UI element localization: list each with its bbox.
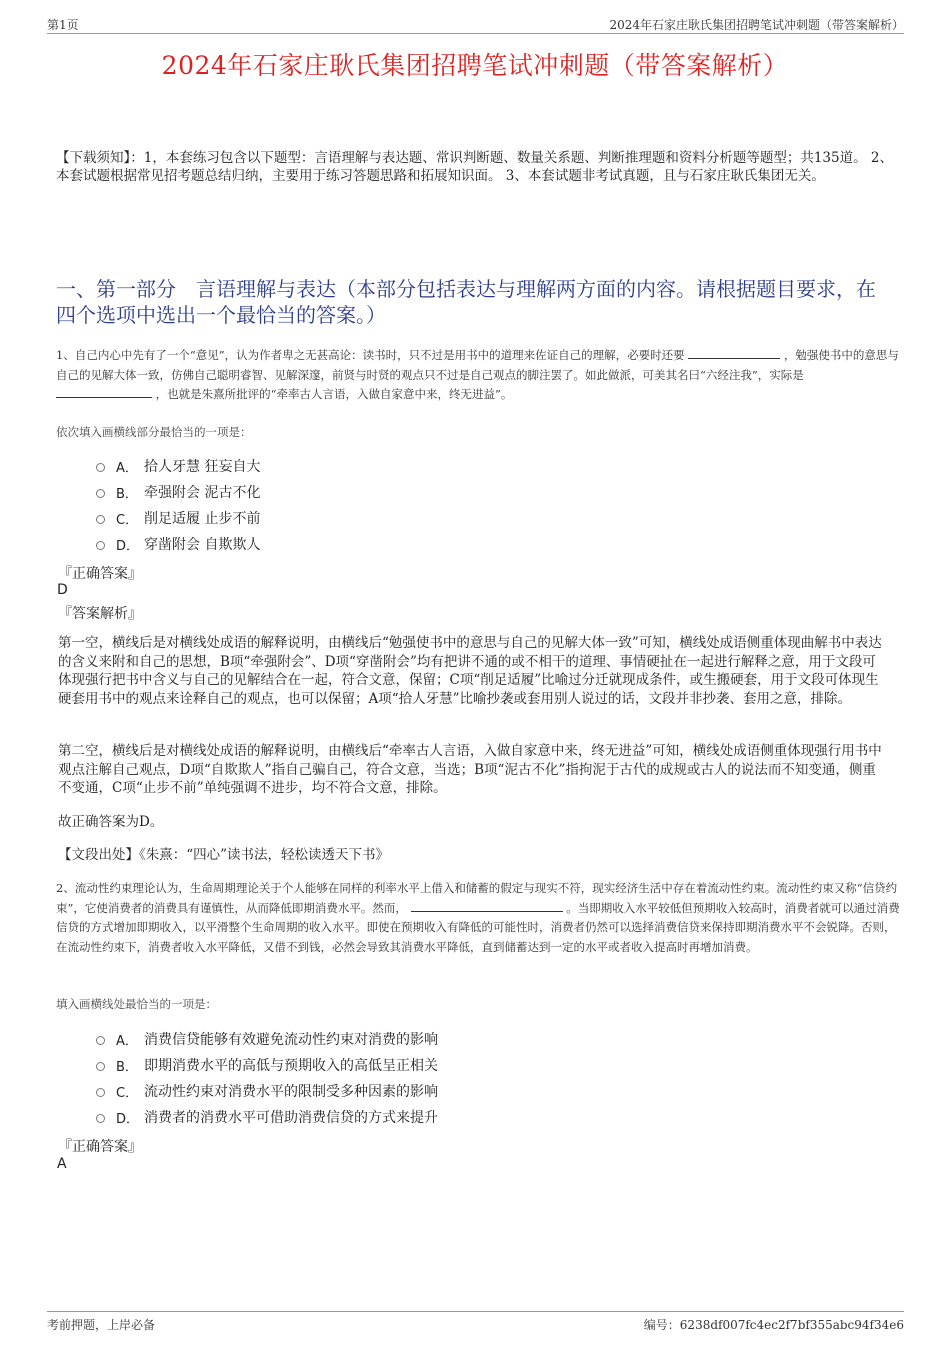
correct-answer: A [57,1156,67,1172]
option-d[interactable]: D． 消费者的消费水平可借助消费信贷的方式来提升 [96,1104,438,1130]
section-title: 一、第一部分 言语理解与表达（本部分包括表达与理解两方面的内容。请根据题目要求，在四个选项中选出一个最恰当的答案。） [56,277,876,327]
option-a[interactable]: A． 拾人牙慧 狂妄自大 [96,453,260,479]
answer-blank-1 [688,347,780,359]
source-citation: 【文段出处】《朱熹：“四心”读书法，轻松读透天下书》 [58,847,390,863]
radio-button[interactable] [96,1114,105,1123]
radio-button[interactable] [96,515,105,524]
page-number: 第1页 [47,18,79,32]
radio-button[interactable] [96,463,105,472]
download-notice: 【下载须知】：1，本套练习包含以下题型：言语理解与表达题、常识判断题、数量关系题、判断推理题和资料分析题等题型；共135道。 2、本套试题根据常见招考题总结归纳，主要用于练习答题思路和拓展知识面。 3、本套试题非考试真题，且与石家庄耿氏集团无关。 [56,150,893,184]
radio-button[interactable] [96,1036,105,1045]
radio-button[interactable] [96,1062,105,1071]
analysis-conclusion: 故正确答案为D。 [58,814,164,830]
question-2-prompt: 填入画横线处最恰当的一项是： [56,997,217,1011]
option-b[interactable]: B． 牵强附会 泥古不化 [96,479,260,505]
question-2-text: 2、流动性约束理论认为，生命周期理论关于个人能够在同样的利率水平上借入和储蓄的假定与现实不符，现实经济生活中存在着流动性约束。流动性约束又称“信贷约束”，它使消费者的消费具有谨慎性，从而降低即期消费水平。然而， 。当即期收入水平较低但预期收入较高时，消费者就可以通过消费信贷的方式增加即期收入，以平滑整个生命周期的收入水平。即使在预期收入有降低的可能性时，消费者仍然可以选择消费信贷来保持即期消费水平不会锐降。否则，在流动性约束下，消费者收入水平降低，又借不到钱，必然会导致其消费水平降低，直到储蓄达到一定的水平或者收入提高时再增加消费。 [56,881,900,954]
option-c[interactable]: C． 流动性约束对消费水平的限制受多种因素的影响 [96,1078,438,1104]
option-d[interactable]: D． 穿凿附会 自欺欺人 [96,531,260,557]
correct-answer-label: 『正确答案』 [58,1139,142,1155]
radio-button[interactable] [96,1088,105,1097]
correct-answer-label: 『正确答案』 [58,566,142,582]
option-b[interactable]: B． 即期消费水平的高低与预期收入的高低呈正相关 [96,1052,438,1078]
document-title: 2024年石家庄耿氏集团招聘笔试冲刺题（带答案解析） [161,51,789,80]
footer-slogan: 考前押题，上岸必备 [47,1318,156,1332]
question-1-options [96,453,260,557]
page-header [47,14,904,34]
option-c[interactable]: C． 削足适履 止步不前 [96,505,260,531]
question-1-text: 1、自己内心中先有了一个“意见”，认为作者卑之无甚高论：读书时，只不过是用书中的道理来佐证自己的理解，必要时还要 ，勉强使书中的意思与自己的见解大体一致，仿佛自己聪明睿智、见解深邃，前贤与时贤的观点只不过是自己观点的脚注罢了。如此做派，可美其名曰“六经注我”，实际是 ，也就是朱熹所批评的“牵率古人言语，入做自家意中来，终无进益”。 [56,348,899,401]
radio-button[interactable] [96,489,105,498]
answer-blank-2 [56,386,152,398]
answer-blank-1 [411,900,563,912]
question-2-options [96,1026,438,1130]
correct-answer: D [57,582,68,598]
analysis-paragraph-1: 第一空，横线后是对横线处成语的解释说明，由横线后“勉强使书中的意思与自己的见解大体一致”可知，横线处成语侧重体现曲解书中表达的含义来附和自己的思想，B项“牵强附会”、D项“穿凿附会”均有把讲不通的或不相干的道理、事情硬扯在一起进行解释之意，用于文段可体现强行把书中含义与自己的见解结合在一起，符合文意，保留；C项“削足适履”比喻过分迁就现成条件，或生搬硬套，用于文段可体现生硬套用书中的观点来诠释自己的观点，也可以保留；A项“拾人牙慧”比喻抄袭或套用别人说过的话，文段并非抄袭、套用之意，排除。 [58,635,882,707]
page-footer [47,1311,904,1333]
radio-button[interactable] [96,541,105,550]
option-a[interactable]: A． 消费信贷能够有效避免流动性约束对消费的影响 [96,1026,438,1052]
header-doc-title: 2024年石家庄耿氏集团招聘笔试冲刺题（带答案解析） [609,18,904,32]
analysis-label: 『答案解析』 [58,606,142,622]
document-code: 编号：6238df007fc4ec2f7bf355abc94f34e6 [643,1318,904,1332]
analysis-paragraph-2: 第二空，横线后是对横线处成语的解释说明，由横线后“牵率古人言语，入做自家意中来，终无进益”可知，横线处成语侧重体现强行用书中观点注解自己观点，D项“自欺欺人”指自己骗自己，符合文意，当选；B项“泥古不化”指拘泥于古代的成规或古人的说法而不知变通，侧重不变通，C项“止步不前”单纯强调不进步，均不符合文意，排除。 [58,743,882,796]
question-1-prompt: 依次填入画横线部分最恰当的一项是： [56,425,252,439]
